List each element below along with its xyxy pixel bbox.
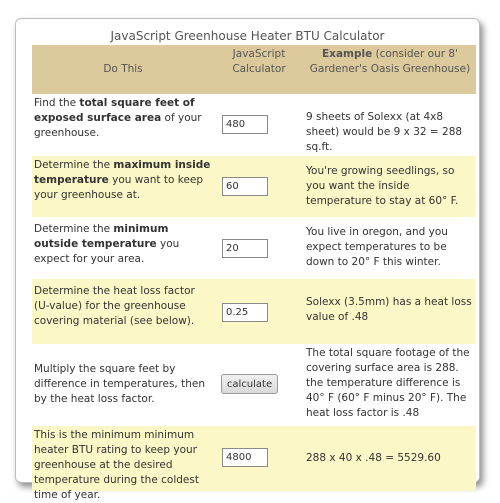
calculate-button[interactable]: calculate bbox=[221, 374, 278, 394]
example-text: You're growing seedlings, so you want the inside temperature to stay at 60° F. bbox=[306, 165, 459, 207]
example-text: Solexx (3.5mm) has a heat loss value of .48 bbox=[306, 296, 472, 323]
square-feet-input[interactable] bbox=[222, 115, 268, 134]
table-row bbox=[32, 344, 476, 426]
calculator-caption: JavaScript Greenhouse Heater BTU Calculator bbox=[110, 29, 385, 43]
example-text: The total square footage of the covering surface area is 288. the temperature difference is 40° F (60° F minus 20° F). The heat loss factor is .48 bbox=[306, 347, 470, 419]
step-text: Multiply the square feet by difference in temperatures, then by the heat loss factor. bbox=[34, 363, 205, 405]
header-do-this: Do This bbox=[103, 63, 143, 75]
step-text-bold: minimum outside temperature bbox=[34, 223, 169, 250]
header-calculator: JavaScript Calculator bbox=[232, 48, 286, 75]
calculator-cell bbox=[218, 156, 300, 217]
table-row bbox=[32, 156, 476, 217]
calculator-cell bbox=[218, 279, 300, 344]
step-text bbox=[34, 222, 212, 267]
calculator-cell bbox=[218, 94, 300, 156]
heater-btu-output[interactable] bbox=[222, 448, 268, 467]
example-text: 9 sheets of Solexx (at 4x8 sheet) would be 9 x 32 = 288 sq.ft. bbox=[306, 111, 463, 153]
step-text: Determine the heat loss factor (U-value) for the greenhouse covering material (see below). bbox=[34, 285, 195, 327]
step-text bbox=[34, 158, 212, 203]
step-text-pre: Determine the bbox=[34, 223, 114, 235]
example-text: 288 x 40 x .48 = 5529.60 bbox=[306, 452, 441, 464]
calculator-cell bbox=[218, 344, 300, 426]
header-example-bold: Example bbox=[322, 48, 373, 60]
table-row bbox=[32, 217, 476, 279]
step-text-post: you expect for your area. bbox=[34, 238, 180, 265]
header-example-rest: (consider our 8' Gardener's Oasis Greenhouse) bbox=[309, 48, 471, 75]
step-text-post: you want to keep your greenhouse at. bbox=[34, 174, 204, 201]
example-text: You live in oregon, and you expect temperatures to be down to 20° F this winter. bbox=[306, 226, 448, 268]
step-text-pre: Find the bbox=[34, 97, 80, 109]
heat-loss-factor-input[interactable] bbox=[222, 303, 268, 322]
step-text-bold: maximum inside temperature bbox=[34, 159, 211, 186]
max-inside-temperature-input[interactable] bbox=[222, 177, 268, 196]
step-text bbox=[34, 96, 212, 141]
table-row bbox=[32, 426, 476, 501]
header-example bbox=[306, 47, 474, 77]
min-outside-temperature-input[interactable] bbox=[222, 239, 268, 258]
table-row bbox=[32, 279, 476, 344]
step-text-bold: total square feet of exposed surface area bbox=[34, 97, 195, 124]
step-text-post: of your greenhouse. bbox=[34, 112, 202, 139]
calculator-cell bbox=[218, 217, 300, 279]
table-row bbox=[32, 94, 476, 156]
calculator-panel bbox=[15, 18, 480, 501]
calculator-cell bbox=[218, 426, 300, 491]
table-header-row bbox=[32, 45, 476, 94]
step-text-pre: Determine the bbox=[34, 159, 114, 171]
step-text: This is the minimum minimum heater BTU rating to keep your greenhouse at the desired temperature during the coldest time of year. bbox=[34, 429, 199, 501]
